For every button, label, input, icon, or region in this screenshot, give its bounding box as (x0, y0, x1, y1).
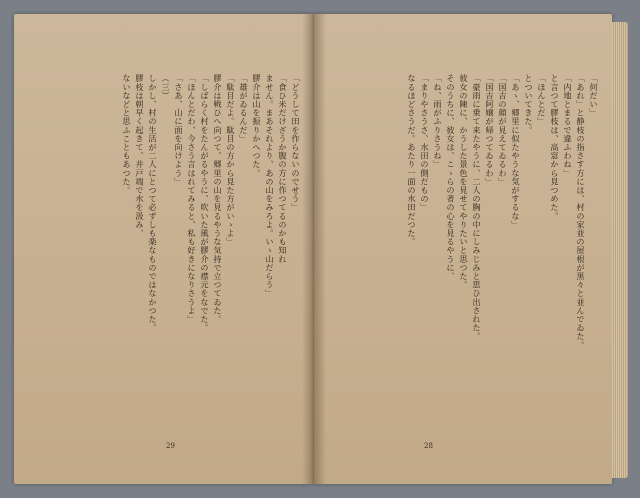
page-edges (612, 22, 628, 478)
page-number: 29 (166, 442, 175, 450)
text-line: 「まりやさうさ、水田の側だもの」 (420, 74, 430, 212)
right-page (314, 14, 612, 484)
text-line: 「さあ、山に面を向けよう」 (174, 74, 184, 186)
text-line: 膠枝は朝早く起きて、井戸端で水を汲み、 (135, 74, 145, 238)
text-line: 「豪雨に乗て来たやうに、二人の胸の中にしみじみと思ひ出された。 (472, 74, 482, 341)
text-line: 膠介は山を振りかへつた。 (252, 74, 262, 178)
text-line: 「どうして田を作らないのでせう」 (291, 74, 301, 212)
text-line: 「あれ」と静枝の指さす方には、村の家並の屋根が黒々と並んでゐた。 (576, 74, 586, 350)
text-line: なるほどさうだ。あたり一面の水田だつた。 (407, 74, 417, 246)
text-line: しかし、村の生活が二人にとつて必ずしも楽なものではなかつた。 (148, 74, 158, 332)
left-page (14, 14, 314, 484)
text-line: 「ほんとだ」 (537, 74, 547, 126)
text-line: 「食ひ米だけざうか腹の方に作つてるのかも知れ (278, 74, 288, 264)
text-line: 「国吉阿嬢が帰つてゐるわ」 (485, 74, 495, 186)
text-line: とついてきた。 (524, 74, 534, 135)
text-line: 膠介は戦ひへ向つて、郷里の山を見るやうな気持で立つてゐた。 (213, 74, 223, 324)
text-line: 彼女の陳に、かうした景色を見せてやりたいと思つた。 (459, 74, 469, 289)
text-line: そのうちに、彼女は、こゝらの者の心を見るやうに、 (446, 74, 456, 281)
text-line: 「内地とまるで違ふわね」 (563, 74, 573, 178)
text-line: 「あゝ、郷里に似たやうな気がするな」 (511, 74, 521, 229)
text-line: 「ね、雨がふりさうね」 (433, 74, 443, 169)
text-line: 「雄がゐるんだ」 (239, 74, 249, 143)
text-line: ないなどと思ふこともあつた。 (122, 74, 132, 195)
text-line: 「しばらく村をたんがるやうに、吹いた風が膠介の襟元をなでた。 (200, 74, 210, 332)
text-line: と言つて膠枝は、高窓から見つめた。 (550, 74, 560, 221)
text-line: 「国吉の顔が見えてゐるわ」 (498, 74, 508, 186)
section-heading: （三） (161, 74, 171, 100)
left-page-text (40, 74, 302, 414)
book-gutter (302, 14, 326, 484)
page-number: 28 (424, 442, 433, 450)
open-book (14, 14, 626, 484)
text-line: 「何だい」 (589, 74, 599, 117)
right-page-text (334, 74, 600, 414)
text-line: 「駄目だよ。駄目の方から見た方がいゝよ」 (226, 74, 236, 246)
text-line: ません。まあそれより、あの山をみろよ。いゝ山だらう」 (265, 74, 275, 298)
text-line: 「ほんとだわ、今さう言はれてみると、私も好きになりさうよ」 (187, 74, 197, 324)
